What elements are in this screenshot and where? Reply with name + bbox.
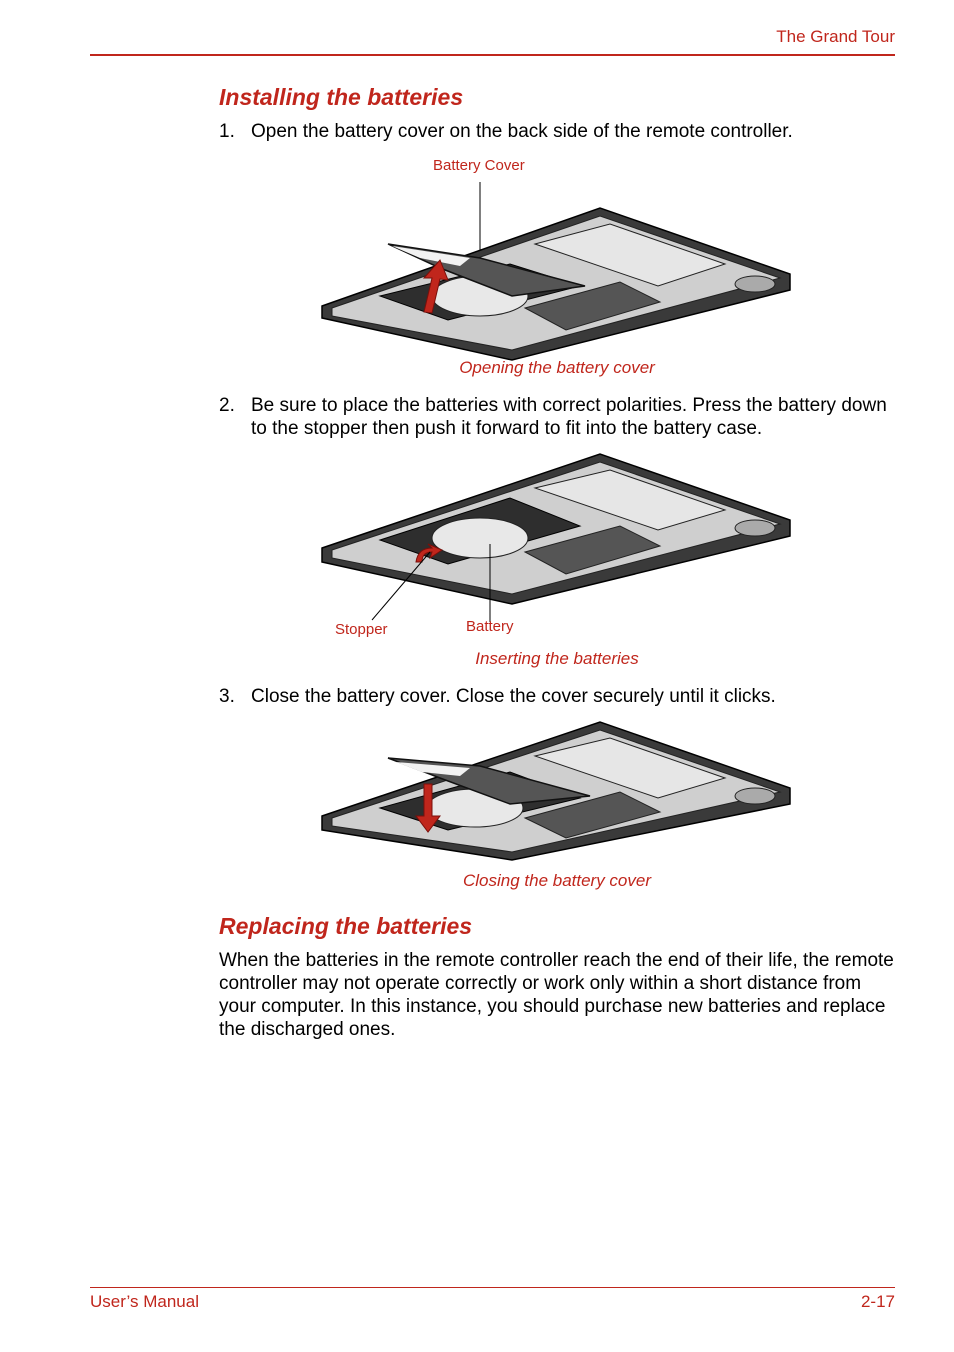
step-text: Close the battery cover. Close the cover securely until it clicks.	[251, 686, 776, 707]
figure-closing-battery-cover	[320, 720, 795, 865]
header-rule	[90, 54, 895, 56]
footer-rule	[90, 1287, 895, 1288]
page-number: 2-17	[860, 1292, 895, 1311]
caption-inserting-batteries: Inserting the batteries	[475, 649, 639, 668]
step-number: 1.	[219, 121, 235, 142]
step-3	[219, 685, 895, 708]
step-text: Be sure to place the batteries with correct polarities. Press the battery down to the stopper then push it forward to fit into the battery case.	[251, 395, 887, 439]
figure-opening-battery-cover	[320, 178, 795, 364]
footer-manual-title: User’s Manual	[90, 1292, 199, 1311]
replacing-paragraph: When the batteries in the remote controller reach the end of their life, the remote controller may not operate correctly or work only within a short distance from your computer. In this instance, you should purchase new batteries and replace the discharged ones.	[219, 950, 894, 1040]
label-battery: Battery	[466, 618, 514, 635]
step-text: Open the battery cover on the back side of the remote controller.	[251, 121, 793, 142]
step-1	[219, 120, 895, 143]
step-2	[219, 394, 895, 440]
step-number: 3.	[219, 686, 235, 707]
label-battery-cover: Battery Cover	[433, 157, 525, 174]
label-stopper: Stopper	[335, 621, 388, 638]
figure-inserting-batteries	[320, 452, 795, 622]
section-heading-replacing: Replacing the batteries	[219, 913, 473, 939]
section-heading-installing: Installing the batteries	[219, 84, 464, 110]
step-number: 2.	[219, 395, 235, 416]
running-header: The Grand Tour	[776, 27, 895, 46]
caption-opening-battery-cover: Opening the battery cover	[459, 358, 655, 377]
caption-closing-battery-cover: Closing the battery cover	[462, 871, 652, 890]
